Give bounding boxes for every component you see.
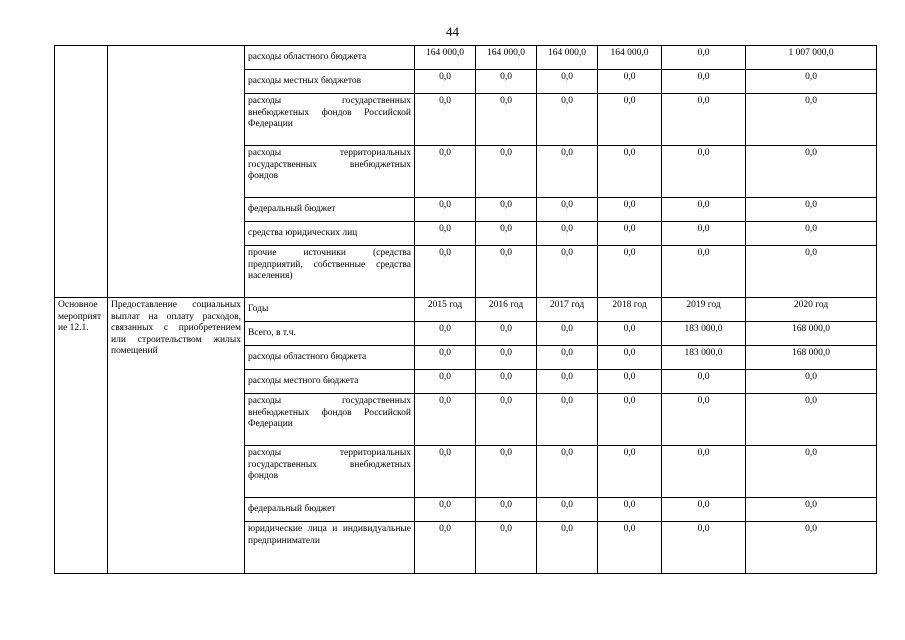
- source-label-cell: расходы государственных внебюджетных фондов Российской Федерации: [245, 94, 415, 146]
- value-cell: 0,0: [476, 370, 537, 394]
- value-cell: 0,0: [415, 70, 476, 94]
- value-cell: 0,0: [662, 522, 746, 574]
- value-cell: 0,0: [598, 370, 662, 394]
- value-cell: 0,0: [662, 70, 746, 94]
- value-cell: 0,0: [598, 222, 662, 246]
- value-cell: 2019 год: [662, 298, 746, 322]
- value-cell: 2017 год: [537, 298, 598, 322]
- source-label-cell: Всего, в т.ч.: [245, 322, 415, 346]
- value-cell: 0,0: [746, 522, 877, 574]
- value-cell: 0,0: [746, 370, 877, 394]
- value-cell: 0,0: [746, 70, 877, 94]
- value-cell: 0,0: [415, 222, 476, 246]
- value-cell: 0,0: [476, 198, 537, 222]
- value-cell: 0,0: [598, 146, 662, 198]
- value-cell: 0,0: [415, 370, 476, 394]
- value-cell: 0,0: [598, 246, 662, 298]
- value-cell: 0,0: [476, 146, 537, 198]
- value-cell: 0,0: [415, 322, 476, 346]
- value-cell: 0,0: [598, 322, 662, 346]
- source-label-cell: прочие источники (средства предприятий, собственные средства населения): [245, 246, 415, 298]
- value-cell: 1 007 000,0: [746, 46, 877, 70]
- value-cell: 0,0: [476, 446, 537, 498]
- value-cell: 0,0: [476, 246, 537, 298]
- value-cell: 0,0: [746, 198, 877, 222]
- value-cell: 0,0: [662, 394, 746, 446]
- empty-code-cell: [55, 46, 108, 298]
- value-cell: 0,0: [537, 322, 598, 346]
- value-cell: 164 000,0: [476, 46, 537, 70]
- value-cell: 0,0: [537, 94, 598, 146]
- value-cell: 0,0: [476, 522, 537, 574]
- value-cell: 0,0: [537, 370, 598, 394]
- value-cell: 0,0: [746, 146, 877, 198]
- value-cell: 0,0: [537, 70, 598, 94]
- source-label-cell: расходы областного бюджета: [245, 346, 415, 370]
- value-cell: 0,0: [476, 94, 537, 146]
- value-cell: 0,0: [415, 198, 476, 222]
- value-cell: 0,0: [662, 198, 746, 222]
- source-label-cell: расходы территориальных государственных внебюджетных фондов: [245, 146, 415, 198]
- value-cell: 0,0: [662, 94, 746, 146]
- financing-table: [54, 45, 877, 574]
- value-cell: 0,0: [476, 498, 537, 522]
- value-cell: 0,0: [476, 222, 537, 246]
- value-cell: 0,0: [746, 222, 877, 246]
- value-cell: 2020 год: [746, 298, 877, 322]
- value-cell: 2016 год: [476, 298, 537, 322]
- value-cell: 0,0: [662, 146, 746, 198]
- value-cell: 0,0: [537, 198, 598, 222]
- value-cell: 0,0: [598, 522, 662, 574]
- source-label-cell: юридические лица и индивидуальные предприниматели: [245, 522, 415, 574]
- value-cell: 0,0: [598, 394, 662, 446]
- value-cell: 0,0: [746, 94, 877, 146]
- value-cell: 164 000,0: [415, 46, 476, 70]
- source-label-cell: средства юридических лиц: [245, 222, 415, 246]
- value-cell: 0,0: [598, 70, 662, 94]
- table-body: [55, 46, 877, 574]
- source-label-cell: расходы областного бюджета: [245, 46, 415, 70]
- value-cell: 0,0: [537, 346, 598, 370]
- source-label-cell: федеральный бюджет: [245, 498, 415, 522]
- value-cell: 0,0: [415, 246, 476, 298]
- value-cell: 0,0: [537, 522, 598, 574]
- value-cell: 164 000,0: [598, 46, 662, 70]
- value-cell: 0,0: [662, 222, 746, 246]
- value-cell: 0,0: [662, 498, 746, 522]
- value-cell: 0,0: [746, 394, 877, 446]
- value-cell: 0,0: [537, 498, 598, 522]
- value-cell: 0,0: [476, 346, 537, 370]
- value-cell: 0,0: [746, 446, 877, 498]
- value-cell: 0,0: [415, 146, 476, 198]
- value-cell: 0,0: [415, 446, 476, 498]
- value-cell: 0,0: [598, 346, 662, 370]
- value-cell: 2018 год: [598, 298, 662, 322]
- value-cell: 0,0: [598, 446, 662, 498]
- value-cell: 0,0: [476, 394, 537, 446]
- source-label-cell: расходы местных бюджетов: [245, 70, 415, 94]
- value-cell: 164 000,0: [537, 46, 598, 70]
- value-cell: 183 000,0: [662, 322, 746, 346]
- value-cell: 0,0: [662, 46, 746, 70]
- value-cell: 0,0: [746, 246, 877, 298]
- value-cell: 0,0: [415, 94, 476, 146]
- value-cell: 0,0: [415, 522, 476, 574]
- value-cell: 0,0: [598, 94, 662, 146]
- value-cell: 0,0: [415, 346, 476, 370]
- value-cell: 0,0: [537, 446, 598, 498]
- value-cell: 0,0: [476, 322, 537, 346]
- value-cell: 0,0: [598, 198, 662, 222]
- empty-description-cell: [108, 46, 245, 298]
- source-label-cell: расходы территориальных государственных внебюджетных фондов: [245, 446, 415, 498]
- source-label-cell: расходы местного бюджета: [245, 370, 415, 394]
- value-cell: 0,0: [598, 498, 662, 522]
- value-cell: 0,0: [662, 246, 746, 298]
- table-row: [55, 46, 877, 70]
- page-number: 44: [446, 24, 459, 39]
- value-cell: 2015 год: [415, 298, 476, 322]
- value-cell: 168 000,0: [746, 322, 877, 346]
- value-cell: 0,0: [537, 246, 598, 298]
- value-cell: 0,0: [662, 370, 746, 394]
- table-row: [55, 298, 877, 322]
- measure-description-cell: Предоставление социальных выплат на оплату расходов, связанных с приобретением или строительством жилых помещений: [108, 298, 245, 574]
- value-cell: 0,0: [537, 222, 598, 246]
- value-cell: 0,0: [415, 394, 476, 446]
- value-cell: 0,0: [415, 498, 476, 522]
- value-cell: 0,0: [537, 394, 598, 446]
- value-cell: 183 000,0: [662, 346, 746, 370]
- value-cell: 0,0: [537, 146, 598, 198]
- value-cell: 168 000,0: [746, 346, 877, 370]
- value-cell: 0,0: [476, 70, 537, 94]
- source-label-cell: расходы государственных внебюджетных фондов Российской Федерации: [245, 394, 415, 446]
- source-label-cell: федеральный бюджет: [245, 198, 415, 222]
- source-label-cell: Годы: [245, 298, 415, 322]
- value-cell: 0,0: [746, 498, 877, 522]
- measure-code-cell: Основное мероприятие 12.1.: [55, 298, 108, 574]
- value-cell: 0,0: [662, 446, 746, 498]
